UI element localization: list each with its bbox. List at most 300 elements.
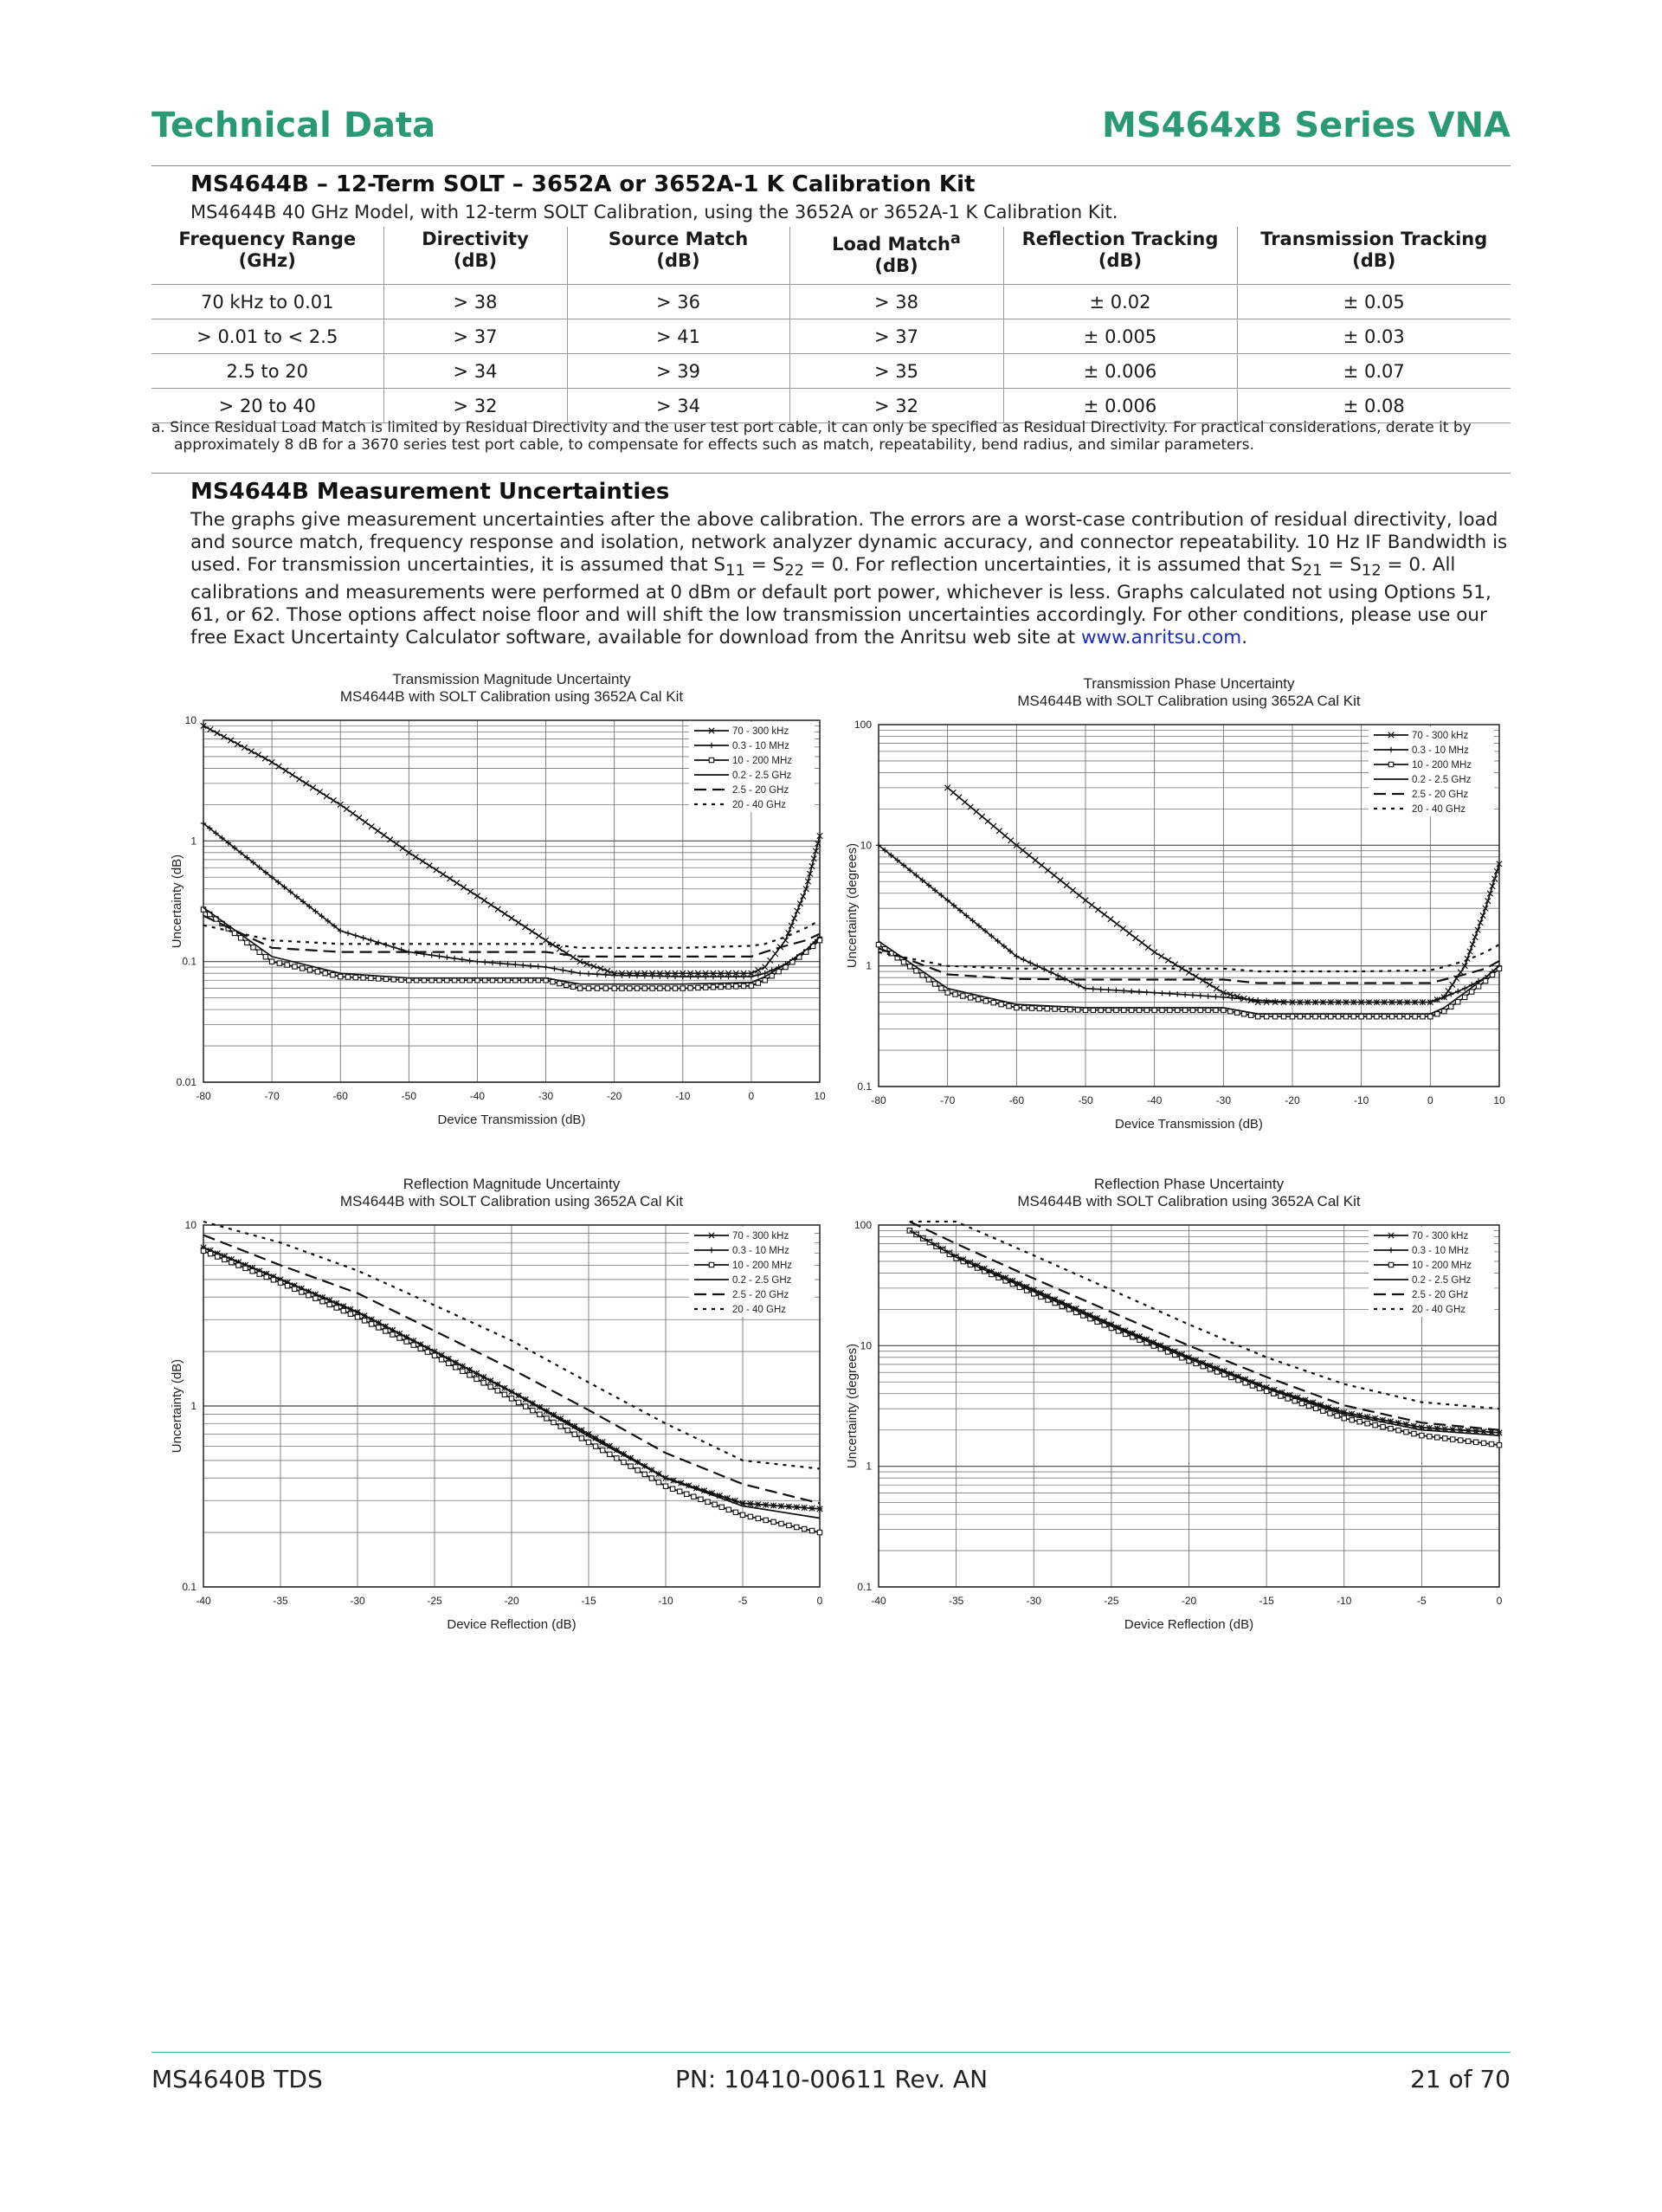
y-tick-label: 1 — [866, 959, 872, 972]
chart-legend — [689, 1227, 815, 1317]
data-point — [523, 1404, 527, 1409]
y-tick-label: 10 — [860, 839, 872, 852]
data-point — [357, 815, 362, 820]
data-point — [719, 1505, 724, 1509]
x-axis-label: Device Reflection (dB) — [1124, 1617, 1254, 1632]
data-point — [802, 1526, 807, 1531]
data-point — [444, 955, 449, 960]
data-point — [345, 931, 351, 936]
data-point — [1336, 1015, 1340, 1019]
data-point — [1133, 935, 1138, 940]
data-point — [595, 971, 600, 977]
data-point — [1351, 1015, 1356, 1019]
data-point — [926, 977, 931, 982]
data-point — [369, 976, 373, 980]
data-point — [1298, 1015, 1302, 1019]
data-point — [467, 1373, 472, 1377]
data-point — [441, 872, 446, 877]
data-point — [1190, 992, 1195, 997]
data-point — [1335, 1414, 1339, 1418]
data-point — [685, 1492, 689, 1496]
data-point — [1064, 882, 1069, 887]
legend-marker — [709, 758, 713, 762]
legend-label: 2.5 - 20 GHz — [732, 785, 789, 796]
data-point — [388, 837, 393, 842]
data-point — [670, 1486, 674, 1491]
data-point — [1389, 1015, 1394, 1019]
data-point — [772, 951, 777, 956]
data-point — [490, 960, 495, 965]
data-point — [353, 932, 358, 938]
legend-label: 10 - 200 MHz — [732, 756, 793, 766]
data-point — [595, 986, 599, 990]
data-point — [310, 785, 315, 790]
data-point — [474, 1377, 479, 1381]
series-path — [203, 920, 820, 948]
data-point — [495, 906, 500, 912]
data-point — [1272, 1015, 1277, 1019]
data-point — [474, 958, 480, 964]
legend-label: 2.5 - 20 GHz — [732, 1290, 789, 1300]
column-header: Frequency Range (GHz) — [178, 229, 357, 271]
x-tick-label: -30 — [1215, 1094, 1232, 1106]
data-point — [612, 986, 616, 990]
data-point — [381, 832, 386, 837]
data-point — [1068, 1007, 1073, 1011]
data-point — [734, 984, 738, 989]
data-point — [565, 1428, 570, 1432]
data-point — [650, 986, 654, 990]
x-tick-label: -10 — [1353, 1094, 1369, 1106]
data-point — [1144, 990, 1150, 995]
table-cell: > 36 — [567, 285, 789, 319]
data-point — [1435, 1435, 1440, 1440]
data-point — [1193, 974, 1198, 979]
data-point — [355, 1315, 359, 1319]
data-point — [656, 1480, 660, 1484]
table-cell: > 38 — [383, 285, 567, 319]
data-point — [680, 986, 685, 990]
x-tick-label: -50 — [1078, 1094, 1093, 1106]
data-point — [763, 978, 767, 983]
data-point — [1008, 838, 1013, 843]
table-cell: > 32 — [789, 389, 1003, 423]
data-point — [502, 1392, 506, 1396]
y-tick-label: 10 — [860, 1339, 872, 1352]
data-point — [991, 823, 996, 829]
data-point — [608, 1452, 612, 1456]
chart-legend — [1369, 726, 1494, 816]
legend-label: 70 - 300 kHz — [732, 1231, 789, 1241]
data-point — [779, 1521, 783, 1525]
y-tick-label: 0.1 — [182, 1581, 196, 1593]
column-header: Directivity (dB) — [383, 227, 567, 285]
x-tick-label: 0 — [816, 1595, 823, 1607]
legend-label: 0.2 - 2.5 GHz — [1412, 1275, 1472, 1286]
data-point — [1306, 1403, 1311, 1408]
data-point — [577, 986, 582, 990]
series-line — [876, 842, 1502, 1005]
data-point — [557, 981, 562, 985]
table-cell: > 34 — [383, 354, 567, 389]
anritsu-website-link[interactable]: www.anritsu.com — [1080, 627, 1242, 649]
data-point — [1113, 988, 1118, 993]
data-point — [1412, 1431, 1416, 1435]
chart-title: Transmission Phase Uncertainty — [1083, 675, 1295, 692]
table-cell: ± 0.005 — [1003, 319, 1237, 354]
data-point — [665, 986, 669, 990]
chart-legend — [1369, 1227, 1494, 1317]
footer-part-number: PN: 10410-00611 Rev. AN — [675, 2065, 989, 2093]
data-point — [579, 1436, 583, 1441]
footer-page-number: 21 of 70 — [1409, 2065, 1511, 2093]
data-point — [551, 1420, 556, 1424]
x-tick-label: -20 — [504, 1595, 519, 1607]
data-point — [577, 971, 583, 976]
data-point — [1382, 1015, 1387, 1019]
chart-transmission-phase — [835, 673, 1506, 1158]
x-axis-label: Device Transmission (dB) — [437, 1112, 586, 1127]
data-point — [411, 1343, 416, 1347]
section-divider — [151, 473, 1511, 474]
data-point — [208, 726, 213, 732]
legend-label: 0.2 - 2.5 GHz — [1412, 775, 1472, 785]
data-point — [488, 1384, 493, 1389]
data-point — [383, 1329, 388, 1333]
legend-label: 0.2 - 2.5 GHz — [732, 1275, 792, 1286]
data-point — [1246, 996, 1252, 1002]
chart-title: Transmission Magnitude Uncertainty — [392, 671, 631, 687]
data-point — [509, 915, 514, 920]
data-point — [985, 818, 990, 823]
data-point — [1451, 1437, 1455, 1441]
data-point — [593, 1444, 597, 1448]
data-point — [953, 992, 957, 996]
table-cell: 2.5 to 20 — [151, 354, 383, 389]
x-tick-label: -60 — [1008, 1094, 1025, 1106]
data-point — [383, 977, 388, 981]
y-axis-label: Uncertainty (degrees) — [845, 1343, 860, 1469]
data-point — [1313, 1015, 1317, 1019]
data-point — [439, 1358, 443, 1362]
data-point — [649, 973, 654, 978]
data-point — [1321, 1409, 1325, 1413]
data-point — [665, 974, 670, 979]
data-point — [1375, 1015, 1379, 1019]
data-point — [1292, 1399, 1297, 1403]
data-point — [620, 986, 624, 990]
legend-label: 70 - 300 kHz — [1412, 731, 1469, 741]
data-point — [215, 731, 220, 736]
data-point — [1021, 957, 1026, 962]
data-point — [397, 1336, 402, 1340]
data-point — [509, 1396, 513, 1401]
y-tick-label: 1 — [866, 1460, 872, 1473]
data-point — [467, 889, 473, 894]
data-point — [1214, 986, 1219, 991]
data-point — [306, 1293, 311, 1297]
data-point — [512, 962, 518, 967]
data-point — [1108, 916, 1113, 921]
footnote-line: a. Since Residual Load Match is limited by Residual Directivity and the user test port cable, it can only be specified as Residual Directivity. For practical considerations, derate it by — [151, 419, 1472, 436]
data-point — [1205, 993, 1210, 998]
data-point — [1343, 1015, 1348, 1019]
data-point — [1290, 1015, 1294, 1019]
data-point — [622, 1460, 626, 1464]
data-point — [677, 1489, 681, 1493]
x-tick-label: -35 — [948, 1595, 964, 1607]
table-cell: ± 0.006 — [1003, 389, 1237, 423]
data-point — [248, 749, 254, 754]
x-tick-label: -10 — [675, 1090, 691, 1102]
data-point — [228, 738, 233, 743]
data-point — [454, 1365, 458, 1370]
table-cell: > 37 — [383, 319, 567, 354]
data-point — [809, 1528, 814, 1532]
data-point — [586, 1440, 590, 1444]
y-tick-label: 0.01 — [176, 1076, 196, 1088]
data-point — [516, 919, 521, 925]
y-tick-label: 10 — [184, 1219, 196, 1231]
data-point — [348, 1312, 352, 1316]
legend-marker — [709, 1262, 713, 1267]
x-tick-label: 0 — [1496, 1595, 1503, 1607]
data-point — [353, 975, 358, 979]
data-point — [360, 935, 365, 940]
data-point — [530, 929, 535, 934]
legend-marker — [1388, 762, 1393, 766]
data-point — [1397, 1015, 1401, 1019]
series-path — [203, 916, 820, 957]
data-point — [1481, 1441, 1485, 1445]
data-point — [1428, 1015, 1433, 1019]
calibration-spec-table — [151, 227, 1511, 423]
data-point — [1456, 1000, 1460, 1004]
legend-label: 10 - 200 MHz — [732, 1261, 793, 1271]
data-point — [1060, 1007, 1065, 1011]
data-point — [544, 1416, 549, 1421]
footnote-line: approximately 8 dB for a 3670 series test port cable, to compensate for effects such as match, repeatability, bend radius, and similar parameters. — [174, 436, 1254, 454]
data-point — [961, 994, 965, 998]
data-point — [292, 1287, 296, 1291]
data-point — [920, 973, 924, 977]
table-cell: ± 0.08 — [1237, 389, 1511, 423]
data-point — [1365, 1421, 1369, 1425]
x-tick-label: 10 — [814, 1090, 826, 1102]
data-point — [376, 977, 380, 981]
data-point — [688, 986, 692, 990]
data-point — [1167, 991, 1172, 996]
data-point — [1159, 990, 1164, 996]
data-point — [996, 829, 1002, 834]
data-point — [705, 1499, 710, 1504]
x-tick-label: -40 — [871, 1595, 886, 1607]
y-tick-label: 1 — [190, 1400, 196, 1412]
data-point — [692, 1494, 696, 1499]
table-cell: > 32 — [383, 389, 567, 423]
data-point — [338, 974, 343, 978]
data-point — [361, 976, 365, 980]
legend-label: 20 - 40 GHz — [732, 1305, 786, 1315]
data-point — [1114, 921, 1119, 926]
data-point — [543, 964, 548, 970]
data-point — [1396, 1428, 1401, 1432]
data-point — [600, 1448, 604, 1452]
data-point — [461, 1369, 465, 1373]
chart-subtitle: MS4644B with SOLT Calibration using 3652A Cal Kit — [339, 1193, 684, 1209]
data-point — [229, 1261, 234, 1265]
section-title-uncertainties: MS4644B Measurement Uncertainties — [190, 479, 670, 505]
chart-legend — [689, 722, 815, 812]
data-point — [586, 971, 591, 977]
chart-subtitle: MS4644B with SOLT Calibration using 3652A Cal Kit — [339, 688, 684, 705]
data-point — [1213, 994, 1218, 999]
table-row — [151, 389, 1511, 423]
data-point — [285, 963, 289, 967]
data-point — [293, 964, 297, 969]
chart-svg — [160, 668, 827, 1153]
y-tick-label: 0.1 — [182, 955, 196, 968]
table-cell: ± 0.02 — [1003, 285, 1237, 319]
data-point — [495, 1389, 499, 1393]
x-axis-label: Device Transmission (dB) — [1115, 1117, 1263, 1132]
data-point — [208, 1251, 212, 1255]
data-point — [1137, 989, 1142, 994]
x-tick-label: -80 — [196, 1090, 211, 1102]
data-point — [1329, 1015, 1333, 1019]
data-point — [1105, 987, 1111, 992]
legend-label: 10 - 200 MHz — [1412, 1261, 1472, 1271]
x-tick-label: -30 — [350, 1595, 365, 1607]
data-point — [558, 1424, 563, 1428]
data-point — [1045, 1007, 1049, 1011]
data-point — [657, 973, 662, 978]
y-tick-label: 100 — [854, 719, 872, 731]
data-point — [448, 876, 453, 881]
data-point — [945, 990, 950, 995]
data-point — [452, 956, 457, 961]
data-point — [297, 777, 302, 782]
column-header: Load Match$^a$ (dB) — [789, 227, 1003, 285]
data-point — [391, 945, 396, 950]
legend-label: 70 - 300 kHz — [732, 726, 789, 737]
data-point — [368, 938, 373, 943]
data-point — [285, 1284, 289, 1288]
footer-divider — [151, 2052, 1511, 2053]
data-point — [1462, 995, 1466, 999]
x-tick-label: -20 — [1285, 1094, 1300, 1106]
x-tick-label: -25 — [427, 1595, 442, 1607]
data-point — [242, 745, 247, 750]
legend-label: 0.3 - 10 MHz — [1412, 745, 1469, 756]
legend-label: 0.3 - 10 MHz — [732, 741, 789, 751]
series-line — [879, 945, 1499, 971]
data-point — [932, 982, 937, 986]
data-point — [711, 985, 715, 990]
legend-label: 0.2 - 2.5 GHz — [732, 771, 792, 781]
table-row — [151, 354, 1511, 389]
x-tick-label: -25 — [1104, 1595, 1119, 1607]
chart-transmission-magnitude — [160, 668, 827, 1153]
data-point — [363, 819, 368, 824]
page-header-product: MS464xB Series VNA — [1102, 106, 1511, 145]
data-point — [1102, 912, 1107, 917]
table-cell: ± 0.006 — [1003, 354, 1237, 389]
data-point — [1405, 1015, 1409, 1019]
chart-svg — [835, 673, 1506, 1158]
data-point — [1076, 983, 1081, 988]
chart-subtitle: MS4644B with SOLT Calibration using 3652A Cal Kit — [1017, 1193, 1361, 1209]
data-point — [300, 966, 305, 971]
chart-svg — [835, 1173, 1506, 1658]
data-point — [1497, 1442, 1501, 1447]
data-point — [787, 1523, 791, 1527]
data-point — [307, 968, 312, 972]
table-cell: 70 kHz to 0.01 — [151, 285, 383, 319]
table-cell: > 20 to 40 — [151, 389, 383, 423]
data-point — [771, 1519, 776, 1524]
data-point — [331, 972, 335, 977]
data-point — [418, 1346, 422, 1351]
data-point — [1070, 887, 1075, 893]
table-row — [151, 285, 1511, 319]
data-point — [1139, 940, 1144, 945]
uncertainty-description: The graphs give measurement uncertainties after the above calibration. The errors are a worst-case contribution of residual directivity, load and source match, frequency response and isolation, network analyzer dynamic accuracy, and connector repeatability. 10 Hz IF Bandwidth is used. For transmission uncertainties, it is assumed that $S_{11} = S_{22} = 0$. For reflection uncertainties, it is assumed that $S_{21} = S_{12} = 0$. All calibrations and measurements were performed at 0 dBm or default port power, whichever is less. Graphs calculated not using Options 51, 61, or 62. Those options affect noise floor and will shift the low transmission uncertainties accordingly. For other conditions, please use our free Exact Uncertainty Calculator software, available for download from the Anritsu web site at www.anritsu.com. — [190, 509, 1508, 649]
series-line — [203, 916, 820, 957]
data-point — [1002, 833, 1008, 838]
x-axis-label: Device Reflection (dB) — [447, 1617, 577, 1632]
data-point — [323, 971, 327, 976]
data-point — [528, 963, 533, 968]
data-point — [740, 1512, 744, 1517]
data-point — [215, 1254, 219, 1259]
data-point — [375, 828, 380, 833]
data-point — [1151, 990, 1156, 995]
data-point — [1458, 1438, 1462, 1442]
data-point — [560, 967, 565, 972]
data-point — [1037, 1006, 1041, 1010]
data-point — [1039, 862, 1044, 867]
data-point — [564, 983, 569, 987]
data-point — [1305, 1015, 1310, 1019]
legend-label: 10 - 200 MHz — [1412, 760, 1472, 771]
data-point — [516, 1400, 520, 1404]
data-point — [283, 768, 288, 773]
data-point — [1020, 848, 1025, 853]
y-tick-label: 1 — [190, 835, 196, 848]
data-point — [1455, 989, 1460, 994]
legend-label: 20 - 40 GHz — [732, 800, 786, 810]
data-point — [663, 1484, 667, 1488]
data-point — [1186, 970, 1191, 975]
series-path — [879, 945, 1499, 971]
data-point — [817, 1530, 821, 1534]
data-point — [1469, 990, 1473, 994]
table-cell: > 34 — [567, 389, 789, 423]
data-point — [749, 983, 753, 988]
data-point — [1357, 1419, 1362, 1423]
data-point — [1015, 1005, 1019, 1009]
table-cell: > 38 — [789, 285, 1003, 319]
legend-label: 2.5 - 20 GHz — [1412, 1290, 1469, 1300]
x-tick-label: -50 — [401, 1090, 417, 1102]
data-point — [1299, 1401, 1304, 1405]
data-point — [446, 1361, 450, 1365]
data-point — [250, 1269, 254, 1274]
data-point — [962, 799, 967, 804]
data-point — [350, 810, 355, 816]
data-point — [718, 984, 723, 989]
